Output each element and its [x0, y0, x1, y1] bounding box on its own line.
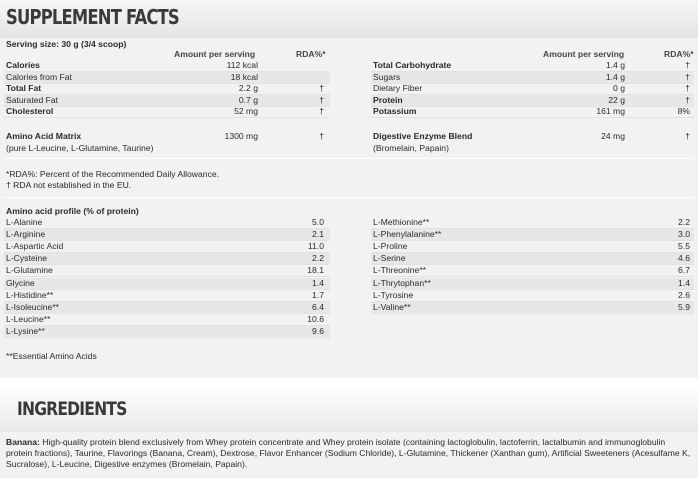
- supplement-facts-header: [0, 0, 698, 39]
- ingredients-header: [0, 386, 698, 432]
- right-nutrient-rda: †: [685, 60, 690, 70]
- amino-right-name: L-Methionine**: [373, 217, 430, 227]
- right-nutrient-rda: 8%: [677, 106, 690, 116]
- right-nutrient-row: [371, 60, 694, 72]
- right-nutrient-rda: †: [685, 71, 690, 82]
- enzyme-blend-name: Digestive Enzyme Blend: [373, 131, 473, 141]
- section-gap: [0, 378, 698, 386]
- left-nutrient-rda: †: [319, 106, 324, 116]
- left-nutrient-name: Total Fat: [6, 83, 42, 93]
- enzyme-blend-row: [371, 131, 694, 142]
- amino-right-name: L-Tyrosine: [373, 289, 414, 300]
- left-nutrient-rda: †: [319, 83, 324, 93]
- left-amount-header: Amount per serving: [174, 49, 256, 59]
- right-nutrient-amount: 1.4 g: [605, 71, 625, 82]
- amino-left-row: [4, 290, 330, 302]
- left-nutrient-name: Calories from Fat: [6, 71, 72, 82]
- footnote-dagger: † RDA not established in the EU.: [6, 180, 132, 190]
- amino-left-name: L-Leucine**: [6, 313, 51, 324]
- amino-left-value: 2.2: [312, 253, 324, 264]
- amino-right-name: L-Proline: [373, 241, 408, 252]
- amino-right-name: L-Valine**: [373, 301, 411, 312]
- amino-right-value: 6.7: [678, 265, 690, 276]
- amino-left-name: L-Aspartic Acid: [6, 241, 64, 252]
- right-nutrient-rda: †: [685, 83, 690, 93]
- amino-left-row: [4, 241, 330, 253]
- enzyme-blend-amount: 24 mg: [601, 131, 625, 141]
- right-nutrient-rda: †: [685, 94, 690, 105]
- amino-right-row: [371, 278, 694, 290]
- ingredients-text: [0, 432, 698, 478]
- amino-left-value: 1.7: [312, 289, 324, 300]
- left-nutrient-name: Calories: [6, 60, 40, 70]
- right-nutrient-row: [371, 72, 694, 84]
- amino-left-value: 2.1: [312, 229, 324, 240]
- amino-right-row: [371, 265, 694, 277]
- amino-left-name: L-Histidine**: [6, 289, 54, 300]
- right-nutrient-row: [371, 95, 694, 107]
- ingredients-flavor: Banana:: [6, 437, 40, 447]
- left-nutrient-amount: 112 kcal: [226, 60, 258, 70]
- right-nutrient-amount: 22 g: [608, 94, 625, 105]
- amino-left-name: L-Glutamine: [6, 265, 53, 276]
- amino-left-row: [4, 278, 330, 290]
- right-nutrient-name: Dietary Fiber: [373, 83, 423, 93]
- amino-left-value: 9.6: [312, 325, 324, 336]
- amino-left-row: [4, 302, 330, 314]
- ingredients-title: INGREDIENTS: [17, 398, 127, 420]
- amino-right-name: L-Threonine**: [373, 265, 427, 276]
- amino-left-row: [4, 253, 330, 265]
- amino-left-name: L-Cysteine: [6, 253, 48, 264]
- right-nutrient-amount: 1.4 g: [605, 60, 625, 70]
- amino-profile-title: Amino acid profile (% of protein): [6, 206, 139, 216]
- right-nutrient-row: [371, 83, 694, 95]
- amino-right-row: [371, 241, 694, 253]
- amino-right-name: L-Phenylalanine**: [373, 229, 442, 240]
- amino-left-name: L-Arginine: [6, 229, 46, 240]
- amino-left-name: L-Alanine: [6, 217, 43, 227]
- enzyme-blend-detail: (Bromelain, Papain): [373, 143, 449, 153]
- amino-matrix-amount: 1300 mg: [224, 131, 258, 141]
- amino-left-value: 5.0: [312, 217, 324, 227]
- left-nutrient-name: Cholesterol: [6, 106, 54, 116]
- amino-matrix-name: Amino Acid Matrix: [6, 131, 82, 141]
- amino-right-row: [371, 229, 694, 241]
- amino-right-value: 4.6: [678, 253, 690, 264]
- left-nutrient-row: [4, 60, 330, 72]
- amino-left-row: [4, 217, 330, 229]
- left-nutrient-rda: †: [319, 94, 324, 105]
- left-nutrient-row: [4, 72, 330, 84]
- amino-matrix-row: [4, 131, 330, 142]
- enzyme-blend-rda: †: [685, 131, 690, 141]
- right-nutrient-name: Potassium: [373, 106, 417, 116]
- amino-matrix-detail: (pure L-Leucine, L-Glutamine, Taurine): [6, 143, 154, 153]
- amino-right-value: 2.2: [678, 217, 690, 227]
- amino-left-row: [4, 229, 330, 241]
- amino-right-name: L-Serine: [373, 253, 406, 264]
- essential-amino-footnote: **Essential Amino Acids: [6, 351, 97, 361]
- amino-right-value: 3.0: [678, 229, 690, 240]
- amino-right-name: L-Thrytophan**: [373, 277, 431, 288]
- amino-right-row: [371, 253, 694, 265]
- amino-left-value: 1.4: [312, 277, 324, 288]
- divider: [4, 158, 694, 159]
- left-rda-header: RDA%*: [296, 49, 326, 59]
- left-nutrient-row: [4, 106, 330, 118]
- amino-right-value: 5.9: [678, 301, 690, 312]
- amino-matrix-rda: †: [319, 131, 324, 141]
- left-nutrient-name: Saturated Fat: [6, 94, 59, 105]
- right-nutrient-amount: 0 g: [613, 83, 625, 93]
- amino-left-row: [4, 265, 330, 277]
- right-rda-header: RDA%*: [664, 49, 694, 59]
- amino-right-row: [371, 290, 694, 302]
- amino-left-name: L-Lysine**: [6, 325, 45, 336]
- amino-right-value: 2.6: [678, 289, 690, 300]
- amino-left-name: L-Isoleucine**: [6, 301, 60, 312]
- amino-left-value: 10.6: [307, 313, 324, 324]
- serving-size: Serving size: 30 g (3/4 scoop): [6, 39, 127, 49]
- amino-right-row: [371, 217, 694, 229]
- amino-left-name: Glycine: [6, 277, 35, 288]
- amino-left-value: 18.1: [307, 265, 324, 276]
- amino-left-row: [4, 326, 330, 338]
- left-nutrient-amount: 2.2 g: [238, 83, 258, 93]
- left-nutrient-amount: 18 kcal: [230, 71, 258, 82]
- amino-left-row: [4, 314, 330, 326]
- amino-left-value: 6.4: [312, 301, 324, 312]
- amino-left-value: 11.0: [307, 241, 324, 252]
- supplement-facts-panel: [0, 38, 698, 378]
- ingredients-list: High-quality protein blend exclusively from Whey protein concentrate and Whey protein isolate (containing lactoglobulin, lactoferrin, lactalbumin and immunoglobulin protein fractions), Taurine, Flavorings (Banana, Cream), Dextrose, Flavor Enhancer (Sodium Chloride), L-Glutamine, Thickener (Xanthan gum), Artificial Sweeteners (Acesulfame K, Sucralose), L-Leucine, Digestive enzymes (Bromelain, Papain).: [6, 437, 691, 469]
- footnote-rda: *RDA%: Percent of the Recommended Daily Allowance.: [6, 169, 220, 179]
- right-nutrient-name: Sugars: [373, 71, 401, 82]
- amino-right-value: 1.4: [678, 277, 690, 288]
- left-nutrient-amount: 0.7 g: [238, 94, 258, 105]
- right-amount-header: Amount per serving: [543, 49, 625, 59]
- left-nutrient-row: [4, 95, 330, 107]
- divider: [4, 197, 694, 198]
- amino-right-row: [371, 302, 694, 314]
- left-nutrient-amount: 52 mg: [234, 106, 258, 116]
- right-nutrient-amount: 161 mg: [596, 106, 625, 116]
- right-nutrient-row: [371, 106, 694, 118]
- right-nutrient-name: Protein: [373, 94, 403, 105]
- left-nutrient-row: [4, 83, 330, 95]
- supplement-facts-title: SUPPLEMENT FACTS: [6, 5, 179, 29]
- amino-right-value: 5.5: [678, 241, 690, 252]
- right-nutrient-name: Total Carbohydrate: [373, 60, 452, 70]
